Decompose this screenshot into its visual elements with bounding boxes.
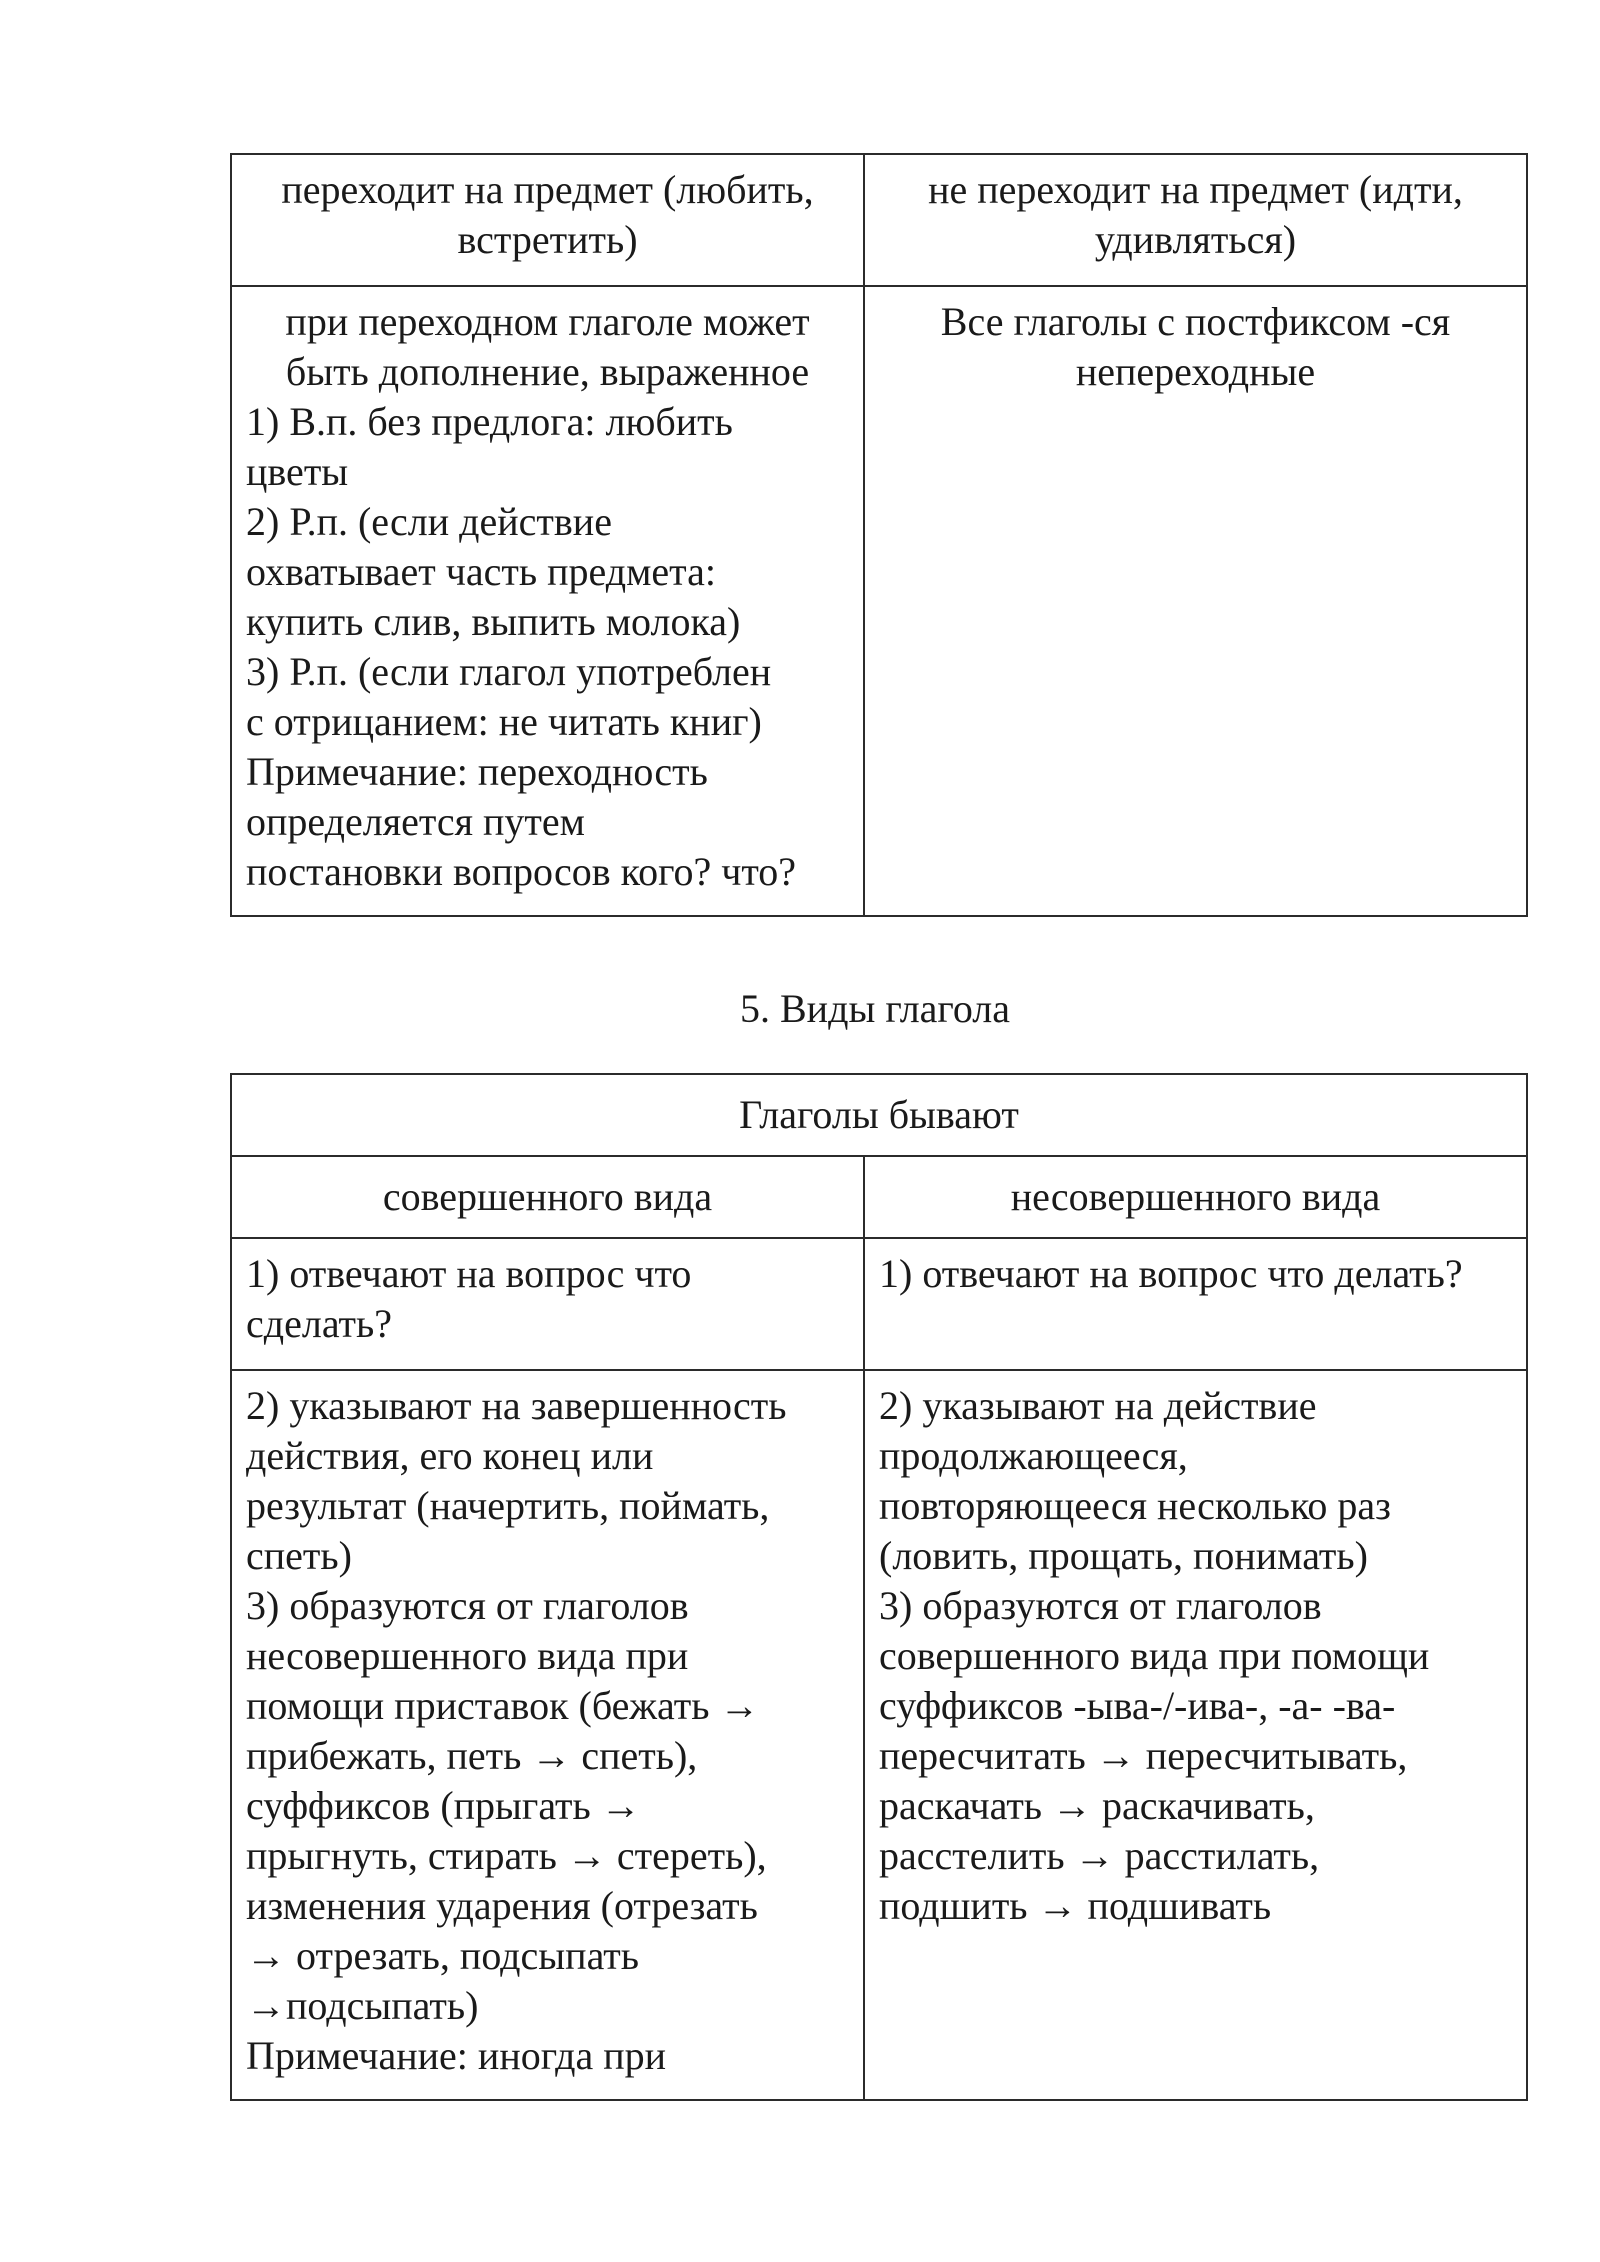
cell-line: продолжающееся, [879,1433,1188,1478]
cell-line: суффиксов (прыгать → [246,1783,641,1828]
cell-line: не переходит на предмет (идти, [928,167,1463,212]
cell-line: суффиксов -ыва-/-ива-, -а- -ва- [879,1683,1396,1728]
cell-line: результат (начертить, поймать, [246,1483,770,1528]
cell-line: 2) указывают на действие [879,1383,1317,1428]
cell-text [865,1371,1526,1941]
table-cell [231,1238,864,1370]
cell-line: 2) указывают на завершенность [246,1383,787,1428]
table-cell [864,154,1527,286]
table-row [231,1074,1527,1156]
cell-line: (ловить, прощать, понимать) [879,1533,1368,1578]
cell-line: раскачать → раскачивать, [879,1783,1315,1828]
table-cell [864,1370,1527,2100]
table-row [231,286,1527,916]
cell-line: →подсыпать) [246,1983,479,2028]
cell-line: подшить → подшивать [879,1883,1272,1928]
cell-text [865,1239,1526,1309]
cell-line: несовершенного вида при [246,1633,689,1678]
cell-line: 1) отвечают на вопрос что [246,1251,692,1296]
cell-line: непереходные [1075,349,1316,394]
cell-line: пересчитать → пересчитывать, [879,1733,1408,1778]
cell-line: Примечание: иногда при [246,2033,667,2078]
cell-line: повторяющееся несколько раз [879,1483,1391,1528]
cell-text [232,1371,863,2091]
column-header-cell [231,1156,864,1238]
cell-line: сделать? [246,1301,393,1346]
cell-line: изменения ударения (отрезать [246,1883,758,1928]
column-header-cell [864,1156,1527,1238]
table-cell [231,286,864,916]
cell-line: цветы [246,449,349,494]
cell-line: помощи приставок (бежать → [246,1683,760,1728]
cell-line: действия, его конец или [246,1433,654,1478]
cell-text [232,155,863,275]
cell-line: переходит на предмет (любить, [281,167,814,212]
cell-text [865,155,1526,275]
section-heading: 5. Виды глагола [740,986,1010,1031]
table-row [231,1156,1527,1238]
verb-aspect-table [230,1073,1528,2101]
cell-line: при переходном глаголе может [285,299,810,344]
table-title: Глаголы бывают [739,1092,1019,1137]
table-cell [231,154,864,286]
cell-line: встретить) [457,217,638,262]
cell-line: определяется путем [246,799,585,844]
cell-line: совершенного вида при помощи [879,1633,1430,1678]
cell-line: удивляться) [1094,217,1297,262]
cell-line: с отрицанием: не читать книг) [246,699,762,744]
cell-line: 3) образуются от глаголов [246,1583,689,1628]
transitivity-table [230,153,1528,917]
table-cell [864,286,1527,916]
cell-line: постановки вопросов кого? что? [246,849,797,894]
cell-line: купить слив, выпить молока) [246,599,741,644]
table-row [231,1370,1527,2100]
cell-line: 1) В.п. без предлога: любить [246,399,733,444]
table-title-cell [231,1074,1527,1156]
table-cell [231,1370,864,2100]
cell-line: 1) отвечают на вопрос что делать? [879,1251,1463,1296]
cell-text [232,287,863,907]
cell-line: спеть) [246,1533,352,1578]
cell-line: прыгнуть, стирать → стереть), [246,1833,767,1878]
cell-line: охватывает часть предмета: [246,549,717,594]
cell-line: 3) образуются от глаголов [879,1583,1322,1628]
cell-line: Примечание: переходность [246,749,708,794]
cell-text [232,1239,863,1359]
cell-line: → отрезать, подсыпать [246,1933,640,1978]
cell-text [865,287,1526,407]
table-row [231,154,1527,286]
cell-line: 2) Р.п. (если действие [246,499,612,544]
column-header: совершенного вида [382,1174,713,1219]
column-header: несовершенного вида [1010,1174,1381,1219]
table-row [231,1238,1527,1370]
cell-line: 3) Р.п. (если глагол употреблен [246,649,772,694]
cell-line: прибежать, петь → спеть), [246,1733,698,1778]
cell-line: Все глаголы с постфиксом -ся [940,299,1451,344]
table-cell [864,1238,1527,1370]
cell-line: расстелить → расстилать, [879,1833,1320,1878]
cell-line: быть дополнение, выраженное [285,349,810,394]
